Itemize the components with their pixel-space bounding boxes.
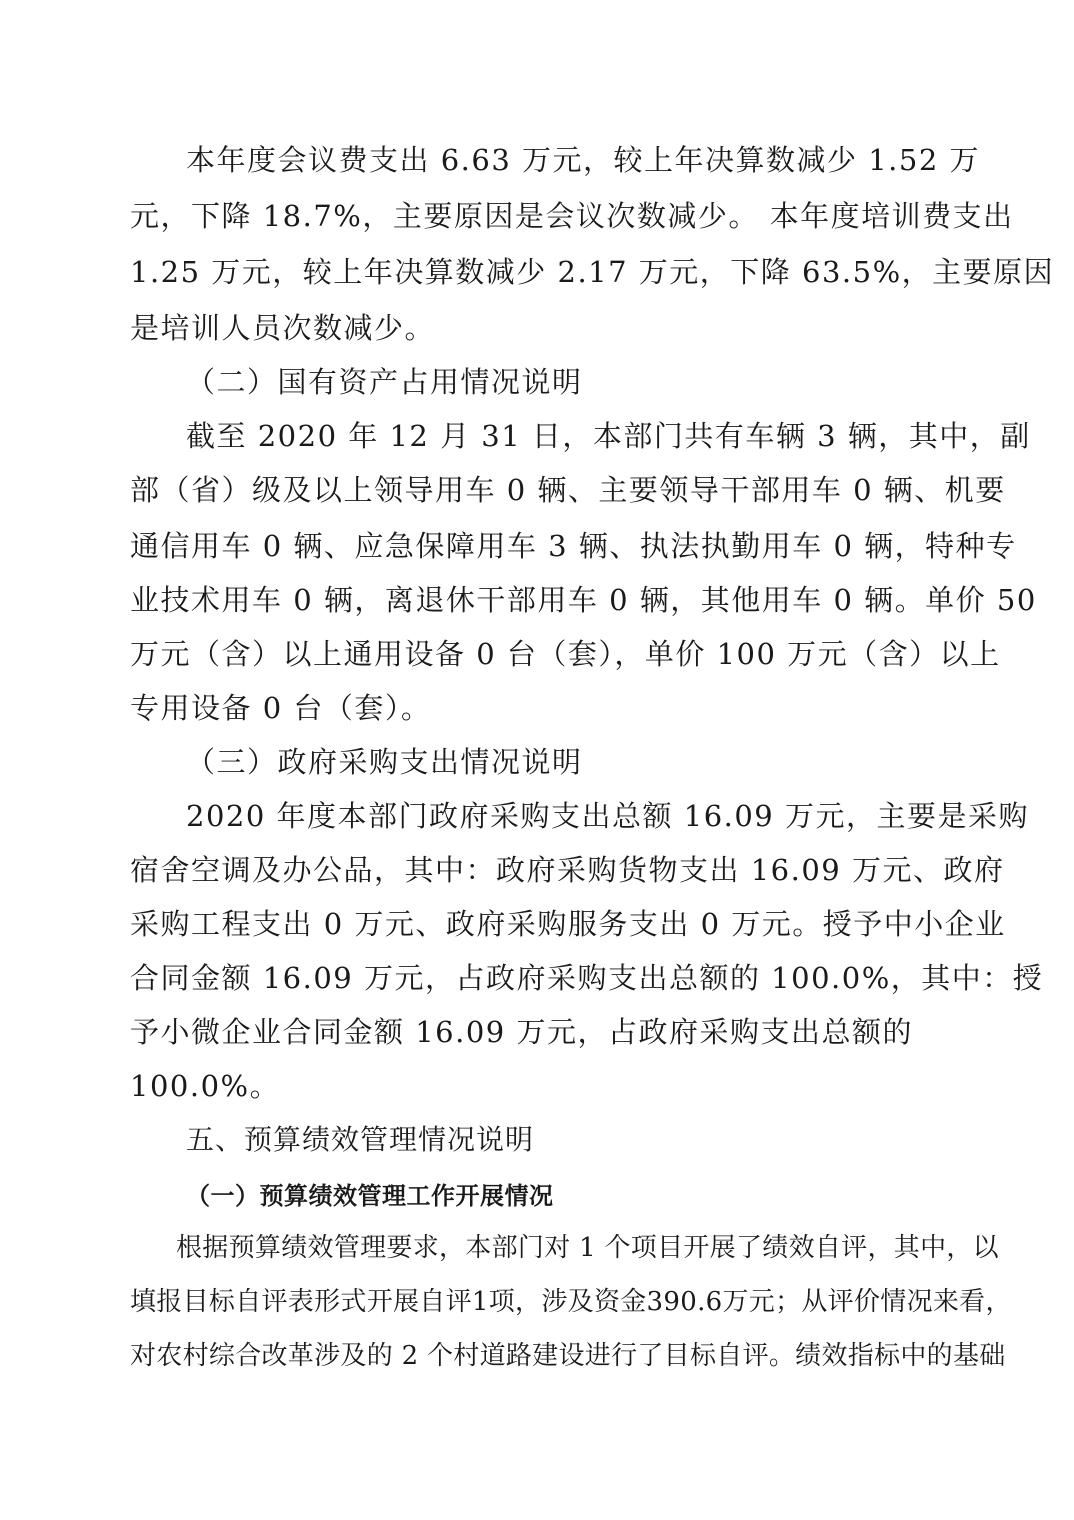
- performance-line-1: 根据预算绩效管理要求，本部门对 1 个项目开展了绩效自评，其中，以: [176, 1233, 999, 1263]
- assets-line-3: 通信用车 0 辆、应急保障用车 3 辆、执法执勤用车 0 辆，特种专: [130, 529, 1017, 563]
- procurement-line-6: 100.0%。: [130, 1069, 281, 1103]
- procurement-line-1: 2020 年度本部门政府采购支出总额 16.09 万元，主要是采购: [186, 799, 1029, 833]
- performance-line-3: 对农村综合改革涉及的 2 个村道路建设进行了目标自评。绩效指标中的基础: [130, 1341, 1006, 1371]
- section5-heading: 五、预算绩效管理情况说明: [186, 1123, 535, 1156]
- meeting-fee-line-1: 本年度会议费支出 6.63 万元，较上年决算数减少 1.52 万: [186, 143, 981, 177]
- section5-sub-heading: （一）预算绩效管理工作开展情况: [186, 1182, 554, 1210]
- assets-line-1: 截至 2020 年 12 月 31 日，本部门共有车辆 3 辆，其中，副: [186, 419, 1031, 453]
- performance-line-2: 填报目标自评表形式开展自评1项，涉及资金390.6万元；从评价情况来看，: [130, 1287, 1012, 1317]
- assets-line-5: 万元（含）以上通用设备 0 台（套），单价 100 万元（含）以上: [130, 637, 1001, 671]
- procurement-heading: （三）政府采购支出情况说明: [186, 745, 583, 779]
- assets-line-4: 业技术用车 0 辆，离退休干部用车 0 辆，其他用车 0 辆。单价 50: [130, 583, 1037, 617]
- assets-heading: （二）国有资产占用情况说明: [186, 365, 583, 399]
- procurement-line-5: 予小微企业合同金额 16.09 万元，占政府采购支出总额的: [130, 1015, 913, 1049]
- procurement-line-2: 宿舍空调及办公品，其中：政府采购货物支出 16.09 万元、政府: [130, 853, 1005, 887]
- assets-line-6: 专用设备 0 台（套）。: [130, 691, 432, 725]
- training-fee-line-4: 是培训人员次数减少。: [130, 311, 436, 345]
- assets-line-2: 部（省）级及以上领导用车 0 辆、主要领导干部用车 0 辆、机要: [130, 473, 1006, 507]
- training-fee-line-3: 1.25 万元，较上年决算数减少 2.17 万元，下降 63.5%，主要原因: [130, 255, 1055, 289]
- procurement-line-4: 合同金额 16.09 万元，占政府采购支出总额的 100.0%，其中：授: [130, 961, 1044, 995]
- meeting-fee-line-2: 元，下降 18.7%，主要原因是会议次数减少。 本年度培训费支出: [130, 199, 1014, 233]
- procurement-line-3: 采购工程支出 0 万元、政府采购服务支出 0 万元。授予中小企业: [130, 907, 1006, 941]
